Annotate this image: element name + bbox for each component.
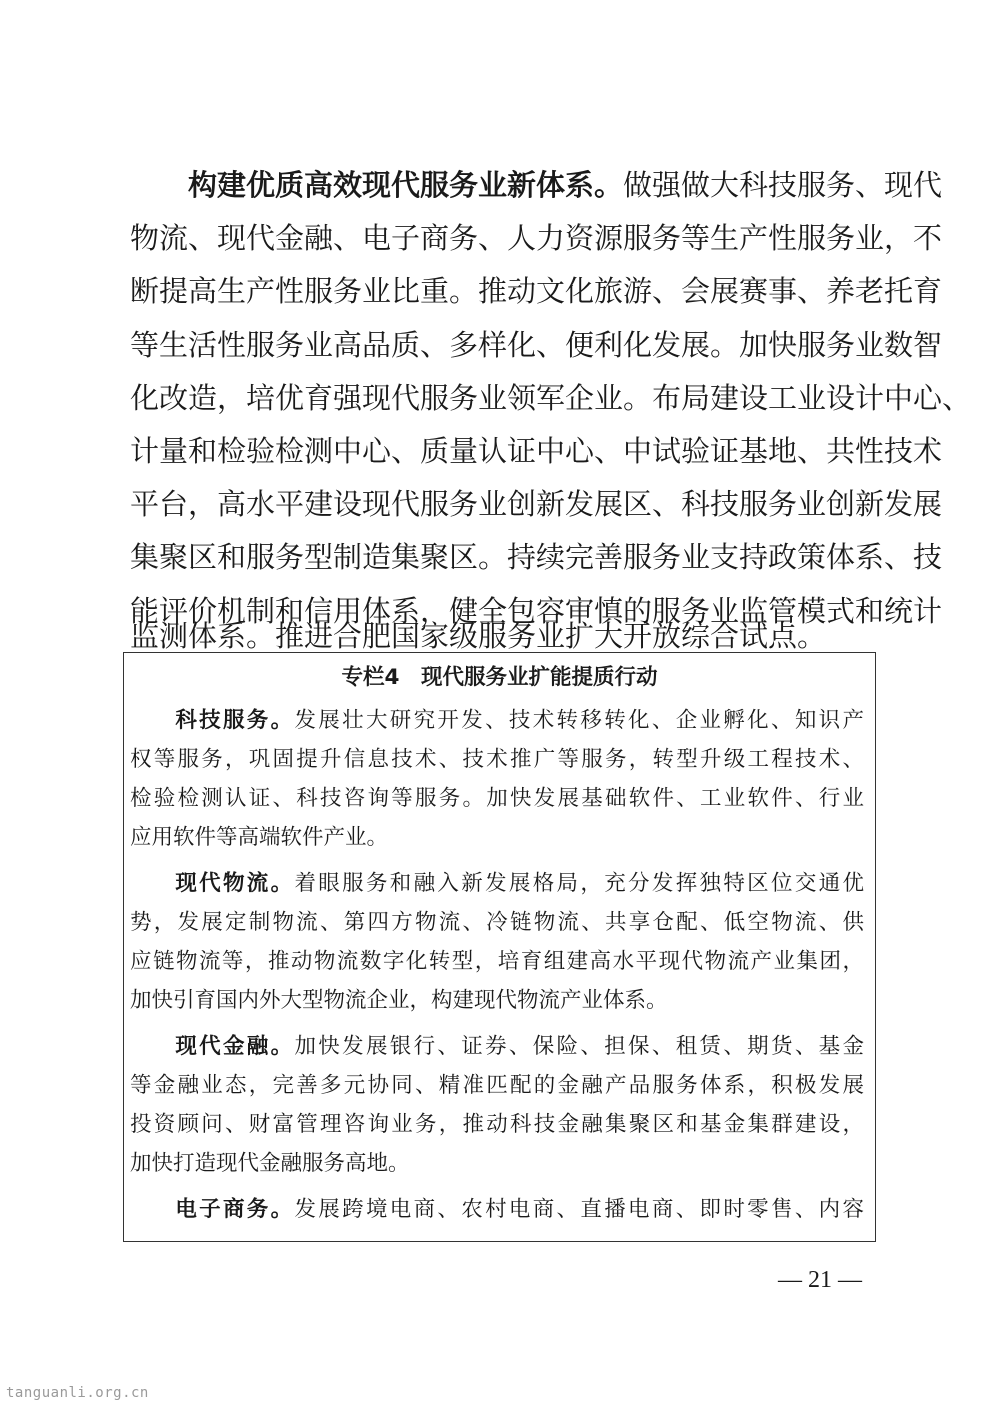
box-item-line: 投资顾问、财富管理咨询业务，推动科技金融集聚区和基金集群建设， bbox=[130, 1112, 864, 1137]
box-item-line: 检验检测认证、科技咨询等服务。加快发展基础软件、工业软件、行业 bbox=[130, 786, 864, 811]
section-line: 化改造，培优育强现代服务业领军企业。布局建设工业设计中心、 bbox=[130, 381, 972, 415]
box-item-line: 等金融业态，完善多元协同、精准匹配的金融产品服务体系，积极发展 bbox=[130, 1073, 864, 1098]
box-item-line: 加快引育国内外大型物流企业，构建现代物流产业体系。 bbox=[130, 988, 668, 1013]
section-line: 集聚区和服务型制造集聚区。持续完善服务业支持政策体系、技 bbox=[130, 540, 943, 574]
section-line: 构建优质高效现代服务业新体系。做强做大科技服务、现代 bbox=[188, 168, 943, 202]
box-item-line: 加快打造现代金融服务高地。 bbox=[130, 1151, 410, 1176]
box-item-heading: 电子商务。 bbox=[173, 1197, 295, 1222]
section-line: 断提高生产性服务业比重。推动文化旅游、会展赛事、养老托育 bbox=[130, 274, 943, 308]
box-item-line: 现代物流。着眼服务和融入新发展格局，充分发挥独特区位交通优 bbox=[173, 871, 864, 896]
box-item-line: 现代金融。加快发展银行、证券、保险、担保、租赁、期货、基金 bbox=[173, 1034, 864, 1059]
page-number: — 21 — bbox=[778, 1267, 862, 1293]
section-line: 物流、现代金融、电子商务、人力资源服务等生产性服务业，不 bbox=[130, 221, 943, 255]
box-item-heading: 现代物流。 bbox=[173, 871, 295, 896]
section-line: 等生活性服务业高品质、多样化、便利化发展。加快服务业数智 bbox=[130, 328, 943, 362]
section-line: 平台，高水平建设现代服务业创新发展区、科技服务业创新发展 bbox=[130, 487, 943, 521]
section-line-last: 监测体系。推进合肥国家级服务业扩大开放综合试点。 bbox=[130, 619, 827, 653]
box-item-heading: 科技服务。 bbox=[173, 708, 295, 733]
box-item-heading: 现代金融。 bbox=[173, 1034, 295, 1059]
feature-box-title: 专栏4 现代服务业扩能提质行动 bbox=[341, 665, 658, 690]
box-item-line: 应链物流等，推动物流数字化转型，培育组建高水平现代物流产业集团， bbox=[130, 949, 864, 974]
box-item-line: 权等服务，巩固提升信息技术、技术推广等服务，转型升级工程技术、 bbox=[130, 747, 864, 772]
box-item-line: 科技服务。发展壮大研究开发、技术转移转化、企业孵化、知识产 bbox=[173, 708, 864, 733]
section-heading: 构建优质高效现代服务业新体系。 bbox=[188, 168, 624, 202]
section-line: 能评价机制和信用体系，健全包容审慎的服务业监管模式和统计 bbox=[130, 594, 943, 628]
box-item-line: 电子商务。发展跨境电商、农村电商、直播电商、即时零售、内容 bbox=[173, 1197, 864, 1222]
watermark: tanguanli.org.cn bbox=[6, 1385, 149, 1401]
section-line: 计量和检验检测中心、质量认证中心、中试验证基地、共性技术 bbox=[130, 434, 943, 468]
box-item-line: 应用软件等高端软件产业。 bbox=[130, 825, 389, 850]
box-item-line: 势，发展定制物流、第四方物流、冷链物流、共享仓配、低空物流、供 bbox=[130, 910, 864, 935]
